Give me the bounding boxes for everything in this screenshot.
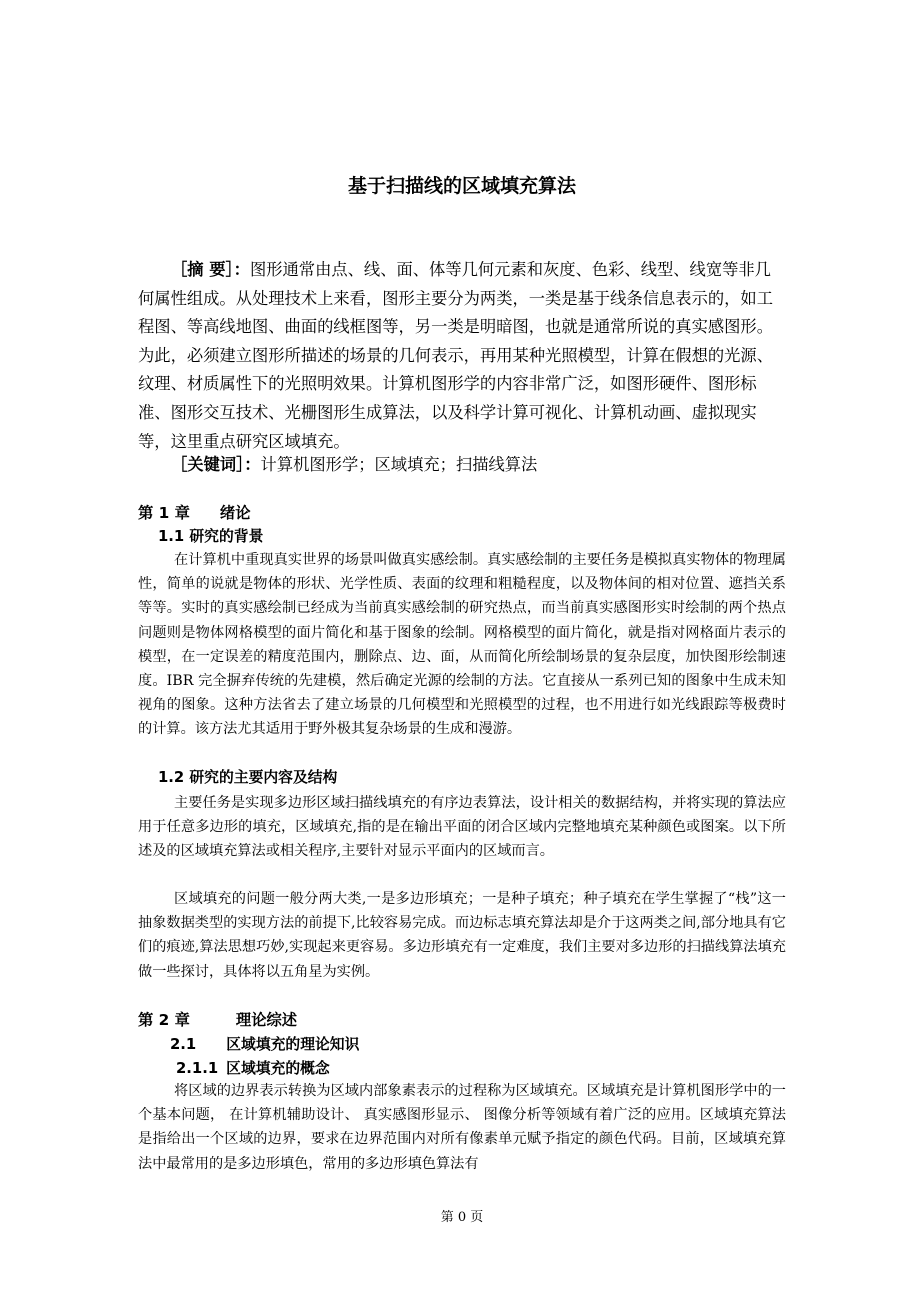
keywords-label: ［关键词］： [171, 455, 261, 474]
section-1-2-title: 研究的主要内容及结构 [189, 769, 338, 786]
paper-title: 基于扫描线的区域填充算法 [347, 175, 576, 197]
section-2-1-title: 区域填充的理论知识 [226, 1036, 360, 1053]
abstract-label: ［摘 要］： [171, 260, 250, 279]
chapter-2-number: 第 2 章 [138, 1011, 190, 1029]
section-1-1-number: 1.1 [158, 528, 185, 545]
section-1-1-title: 研究的背景 [189, 528, 264, 545]
section-1-2-paragraph-2: 区域填充的问题一般分两大类,一是多边形填充；一是种子填充；种子填充在学生掌握了“栈”这一抽象数据类型的实现方法的前提下,比较容易完成。而边标志填充算法却是介于这两类之间,部分地具有它们的痕迹,算法思想巧妙,实现起来更容易。多边形填充有一定难度，我们主要对多边形的扫描线算法填充做一些探讨，具体将以五角星为实例。 [138, 891, 786, 980]
document-page [138, 0, 786, 1302]
subsection-2-1-1-number: 2.1.1 [176, 1060, 219, 1077]
section-2-1-heading [170, 1034, 359, 1056]
subsection-2-1-1-paragraph: 将区域的边界表示转换为区域内部象素表示的过程称为区域填充。区域填充是计算机图形学中的一个基本问题， 在计算机辅助设计、 真实感图形显示、 图像分析等领域有着广泛的应用。区域填充算法是指给出一个区域的边界，要求在边界范围内对所有像素单元赋予指定的颜色代码。目前，区域填充算法中最常用的是多边形填色，常用的多边形填色算法有 [138, 1083, 786, 1172]
abstract [138, 256, 786, 456]
keywords-text: 计算机图形学；区域填充；扫描线算法 [260, 455, 538, 474]
chapter-1-number: 第 1 章 [138, 504, 190, 522]
keywords [138, 451, 786, 479]
chapter-1-title: 绪论 [219, 504, 251, 522]
subsection-2-1-1-title: 区域填充的概念 [226, 1060, 330, 1077]
page-number: 第 0 页 [440, 1210, 484, 1225]
chapter-2-heading [138, 1009, 297, 1031]
section-1-1-paragraph: 在计算机中重现真实世界的场景叫做真实感绘制。真实感绘制的主要任务是模拟真实物体的物理属性，简单的说就是物体的形状、光学性质、表面的纹理和粗糙程度，以及物体间的相对位置、遮挡关系等等。实时的真实感绘制已经成为当前真实感绘制的研究热点，而当前真实感图形实时绘制的两个热点问题则是物体网格模型的面片简化和基于图象的绘制。网格模型的面片简化，就是指对网格面片表示的模型，在一定误差的精度范围内，删除点、边、面，从而简化所绘制场景的复杂层度，加快图形绘制速度。IBR 完全摒弃传统的先建模，然后确定光源的绘制的方法。它直接从一系列已知的图象中生成未知视角的图象。这种方法省去了建立场景的几何模型和光照模型的过程，也不用进行如光线跟踪等极费时的计算。该方法尤其适用于野外极其复杂场景的生成和漫游。 [138, 552, 786, 738]
chapter-2-title: 理论综述 [235, 1011, 298, 1029]
section-1-2-paragraph-1: 主要任务是实现多边形区域扫描线填充的有序边表算法，设计相关的数据结构，并将实现的算法应用于任意多边形的填充，区域填充,指的是在输出平面的闭合区域内完整地填充某种颜色或图案。以下所述及的区域填充算法或相关程序,主要针对显示平面内的区域而言。 [138, 795, 786, 860]
section-2-1-number: 2.1 [170, 1036, 197, 1053]
section-1-2-number: 1.2 [158, 769, 185, 786]
section-1-2-heading [158, 767, 337, 789]
subsection-2-1-1-heading [176, 1058, 330, 1080]
section-1-1-heading [158, 526, 263, 548]
abstract-text: 图形通常由点、线、面、体等几何元素和灰度、色彩、线型、线宽等非几何属性组成。从处理技术上来看，图形主要分为两类，一类是基于线条信息表示的，如工程图、等高线地图、曲面的线框图等，另一类是明暗图，也就是通常所说的真实感图形。为此，必须建立图形所描述的场景的几何表示，再用某种光照模型，计算在假想的光源、纹理、材质属性下的光照明效果。计算机图形学的内容非常广泛，如图形硬件、图形标准、图形交互技术、光栅图形生成算法，以及科学计算可视化、计算机动画、虚拟现实等，这里重点研究区域填充。 [138, 260, 773, 451]
chapter-1-heading [138, 502, 251, 524]
